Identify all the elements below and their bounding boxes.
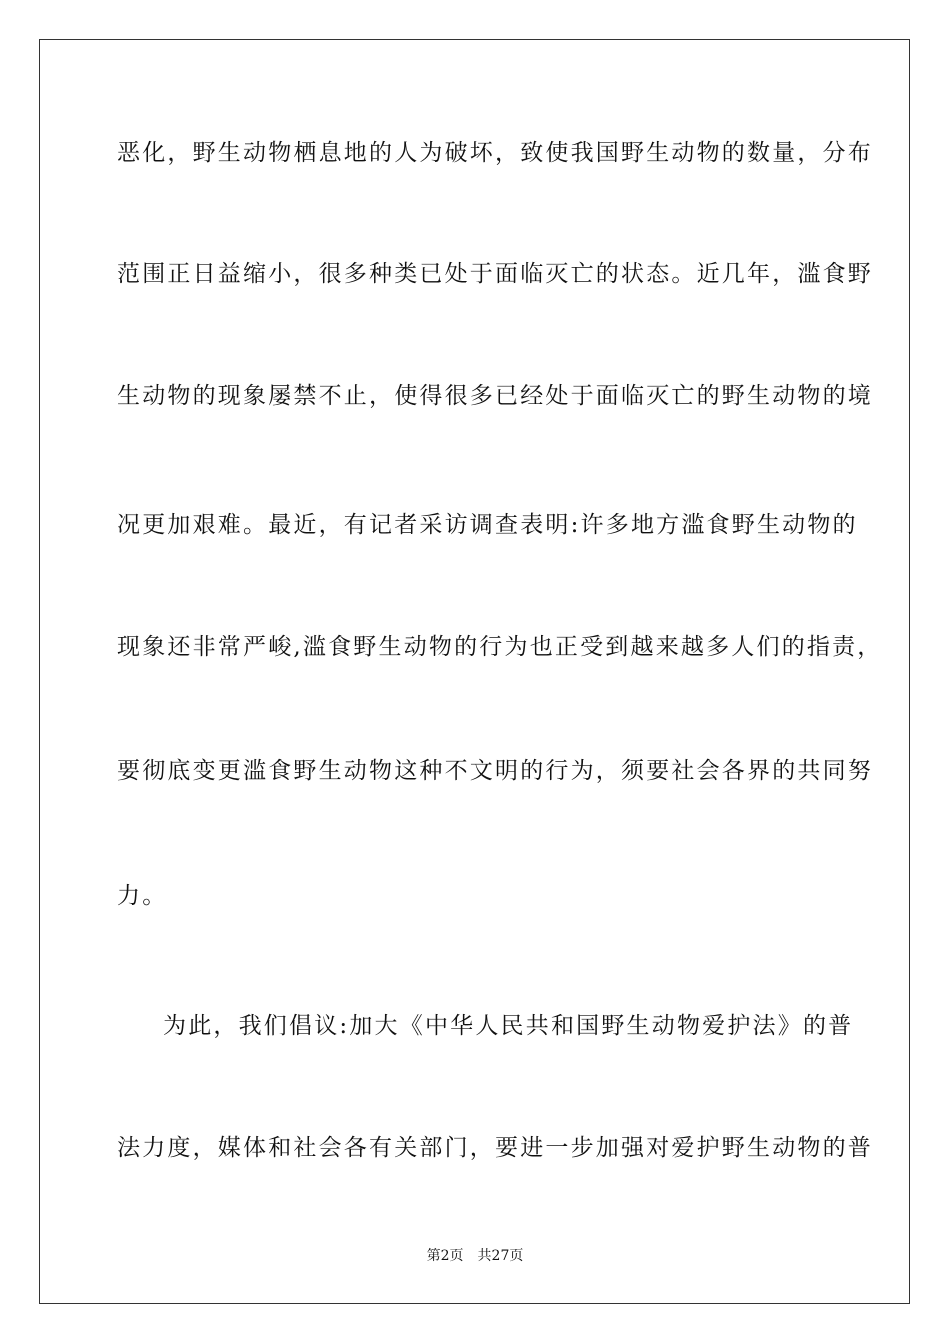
body-text-line-4: 况更加艰难。最近，有记者采访调查表明:许多地方滥食野生动物的 xyxy=(117,512,858,538)
page-total: 共27页 xyxy=(477,1248,524,1264)
page-footer xyxy=(0,1246,950,1266)
body-text-line-2: 范围正日益缩小，很多种类已处于面临灭亡的状态。近几年，滥食野 xyxy=(117,261,873,287)
body-text-line-6: 要彻底变更滥食野生动物这种不文明的行为，须要社会各界的共同努 xyxy=(117,758,873,784)
body-text-line-1: 恶化，野生动物栖息地的人为破坏，致使我国野生动物的数量，分布 xyxy=(117,140,873,166)
body-text-line-8: 为此，我们倡议:加大《中华人民共和国野生动物爱护法》的普 xyxy=(163,1013,854,1039)
page-border xyxy=(39,39,910,1304)
body-text-line-3: 生动物的现象屡禁不止，使得很多已经处于面临灭亡的野生动物的境 xyxy=(117,383,873,409)
page-number: 第2页 xyxy=(426,1248,464,1264)
body-text-line-7: 力。 xyxy=(117,883,168,909)
body-text-line-9: 法力度，媒体和社会各有关部门，要进一步加强对爱护野生动物的普 xyxy=(117,1135,873,1161)
body-text-line-5: 现象还非常严峻,滥食野生动物的行为也正受到越来越多人们的指责， xyxy=(117,634,883,660)
